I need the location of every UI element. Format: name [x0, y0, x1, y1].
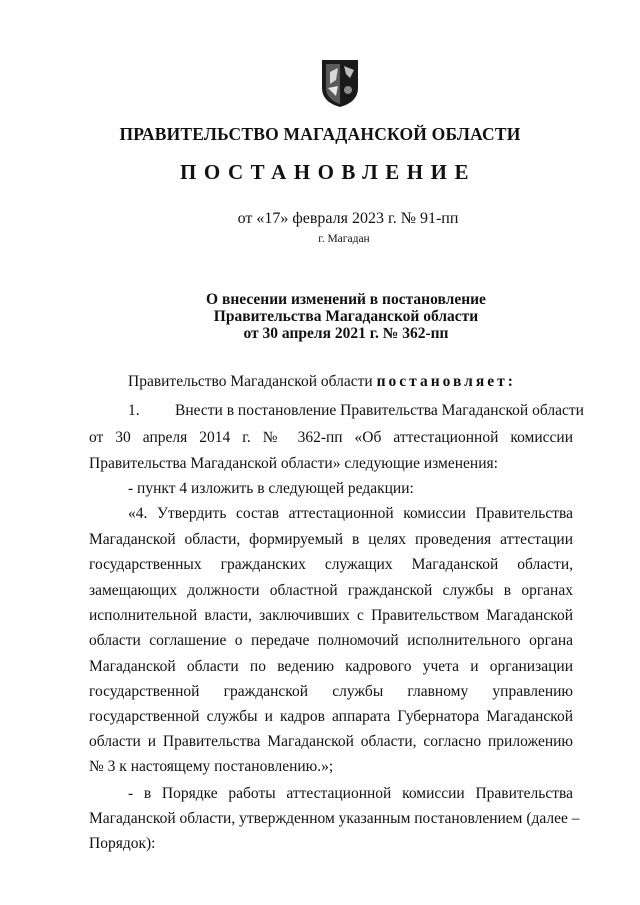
document-type: ПОСТАНОВЛЕНИЕ [180, 160, 476, 184]
quote-line: исполнительной власти, заключивших с Правительством Магаданской [89, 607, 573, 624]
quote-line: замещающих должности областной гражданской службы в органах [89, 582, 573, 599]
quote-line: области соглашение о передаче полномочий исполнительного органа [89, 632, 573, 649]
quote-line: государственных гражданских служащих Магаданской области, [89, 556, 573, 573]
quote-line: государственной гражданской службы главному управлению [89, 683, 573, 700]
intro-keyword: постановляет: [376, 373, 516, 390]
organization-name: ПРАВИТЕЛЬСТВО МАГАДАНСКОЙ ОБЛАСТИ [119, 124, 521, 144]
quote-line: области и Правительства Магаданской области, согласно приложению [89, 733, 573, 750]
paragraph-line: Порядок): [89, 835, 156, 852]
document-title-line: О внесении изменений в постановление [206, 291, 486, 308]
intro-prefix: Правительство Магаданской области [128, 373, 373, 390]
quote-line: государственной службы и кадров аппарата Губернатора Магаданской [89, 708, 573, 725]
bullet-item: - в Порядке работы аттестационной комиссии Правительства [128, 785, 573, 802]
bullet-item: - пункт 4 изложить в следующей редакции: [128, 480, 414, 497]
item-number: 1. [128, 402, 140, 419]
document-city: г. Магадан [318, 233, 370, 245]
quote-line: «4. Утвердить состав аттестационной комиссии Правительства [128, 505, 573, 522]
coat-of-arms-icon [320, 58, 360, 108]
document-date-number: от «17» февраля 2023 г. № 91-пп [237, 210, 459, 227]
paragraph-line: Правительства Магаданской области» следующие изменения: [89, 455, 498, 472]
quote-line: Магаданской области по ведению кадрового учета и организации [89, 658, 573, 675]
quote-line: Магаданской области, формируемый в целях проведения аттестации [89, 531, 573, 548]
intro-paragraph [128, 373, 516, 391]
document-title-line: от 30 апреля 2021 г. № 362-пп [243, 325, 449, 342]
document-title-line: Правительства Магаданской области [213, 308, 479, 325]
paragraph-line: Магаданской области, утвержденном указанным постановлением (далее – [89, 810, 580, 827]
paragraph-line: от 30 апреля 2014 г. № 362-пп «Об аттестационной комиссии [89, 429, 573, 446]
quote-line: № 3 к настоящему постановлению.»; [89, 758, 334, 775]
item-text: Внести в постановление Правительства Магаданской области [175, 402, 584, 419]
